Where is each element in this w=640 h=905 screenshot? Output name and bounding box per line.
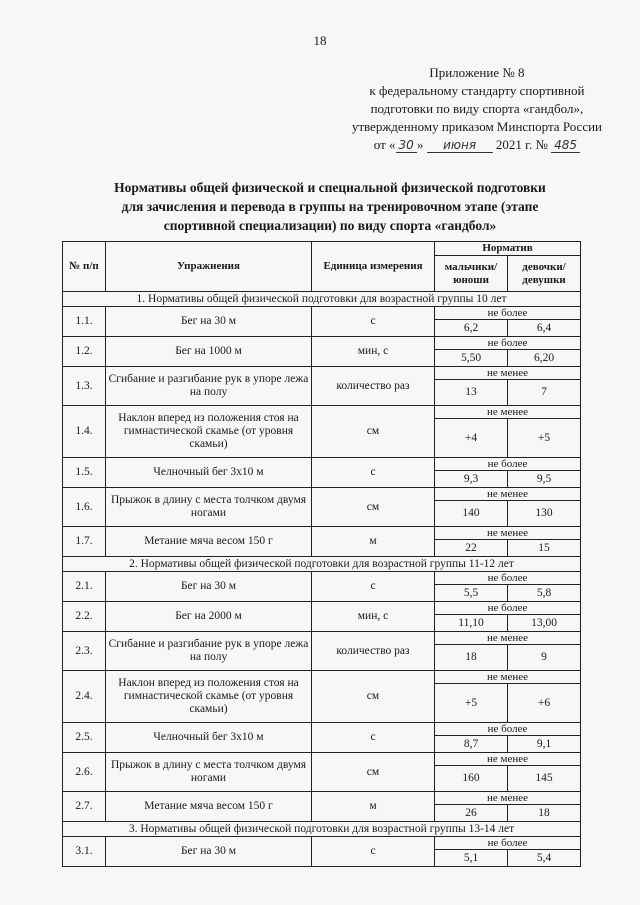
header-exercise: Упражнения <box>106 242 312 292</box>
row-unit: с <box>312 572 435 602</box>
value-boys: 8,7 <box>435 736 508 753</box>
title-line: для зачисления и перевода в группы на тренировочном этапе (этапе <box>121 199 539 214</box>
row-unit: количество раз <box>312 367 435 406</box>
value-girls: 9,5 <box>508 471 581 488</box>
section-title: 3. Нормативы общей физической подготовки для возрастной группы 13-14 лет <box>63 822 581 837</box>
norms-table <box>62 241 581 867</box>
table-body <box>63 292 581 867</box>
row-number: 1.5. <box>63 458 106 488</box>
value-boys: 18 <box>435 645 508 671</box>
row-exercise: Челночный бег 3х10 м <box>106 723 312 753</box>
row-number: 2.6. <box>63 753 106 792</box>
value-boys: 5,50 <box>435 350 508 367</box>
order-number: 485 <box>551 139 580 153</box>
table-row <box>63 572 581 585</box>
table-row <box>63 753 581 766</box>
value-girls: +6 <box>508 684 581 723</box>
row-exercise: Бег на 2000 м <box>106 602 312 632</box>
value-boys: 5,1 <box>435 850 508 867</box>
value-boys: 5,5 <box>435 585 508 602</box>
row-condition: не менее <box>435 792 581 805</box>
row-unit: см <box>312 406 435 458</box>
row-exercise: Наклон вперед из положения стоя на гимнастической скамье (от уровня скамьи) <box>106 671 312 723</box>
date-day: 30 <box>396 139 417 153</box>
value-girls: 18 <box>508 805 581 822</box>
row-unit: количество раз <box>312 632 435 671</box>
table-row <box>63 632 581 645</box>
row-condition: не менее <box>435 632 581 645</box>
row-exercise: Бег на 30 м <box>106 572 312 602</box>
title-line: спортивной специализации) по виду спорта «гандбол» <box>163 218 497 233</box>
value-boys: 26 <box>435 805 508 822</box>
table-row <box>63 792 581 805</box>
row-unit: мин, с <box>312 602 435 632</box>
value-boys: 11,10 <box>435 615 508 632</box>
row-number: 1.2. <box>63 337 106 367</box>
row-unit: м <box>312 792 435 822</box>
row-exercise: Метание мяча весом 150 г <box>106 527 312 557</box>
section-row <box>63 557 581 572</box>
appendix-date-line <box>352 136 602 154</box>
row-number: 1.6. <box>63 488 106 527</box>
appendix-line: подготовки по виду спорта «гандбол», <box>370 101 584 116</box>
table-row <box>63 602 581 615</box>
table-row <box>63 723 581 736</box>
value-girls: 6,4 <box>508 320 581 337</box>
table-row <box>63 337 581 350</box>
value-boys: 140 <box>435 501 508 527</box>
value-girls: 9 <box>508 645 581 671</box>
row-unit: см <box>312 671 435 723</box>
value-girls: +5 <box>508 419 581 458</box>
value-girls: 15 <box>508 540 581 557</box>
row-unit: с <box>312 458 435 488</box>
row-exercise: Бег на 1000 м <box>106 337 312 367</box>
row-condition: не менее <box>435 367 581 380</box>
table-row <box>63 671 581 684</box>
header-norm: Норматив <box>435 242 581 256</box>
row-unit: см <box>312 753 435 792</box>
value-boys: 9,3 <box>435 471 508 488</box>
row-condition: не менее <box>435 671 581 684</box>
row-exercise: Сгибание и разгибание рук в упоре лежа на полу <box>106 632 312 671</box>
row-condition: не менее <box>435 753 581 766</box>
row-condition: не более <box>435 337 581 350</box>
row-condition: не менее <box>435 527 581 540</box>
row-unit: см <box>312 488 435 527</box>
header-boys: мальчики/ юноши <box>435 256 508 292</box>
value-girls: 13,00 <box>508 615 581 632</box>
row-number: 2.7. <box>63 792 106 822</box>
row-condition: не более <box>435 723 581 736</box>
row-unit: с <box>312 723 435 753</box>
value-boys: 6,2 <box>435 320 508 337</box>
section-title: 1. Нормативы общей физической подготовки для возрастной группы 10 лет <box>63 292 581 307</box>
row-unit: с <box>312 307 435 337</box>
date-prefix: от « <box>373 137 396 152</box>
row-exercise: Бег на 30 м <box>106 307 312 337</box>
value-girls: 5,8 <box>508 585 581 602</box>
value-boys: 22 <box>435 540 508 557</box>
page-number: 18 <box>313 33 327 48</box>
value-boys: 160 <box>435 766 508 792</box>
value-girls: 7 <box>508 380 581 406</box>
appendix-line: к федеральному стандарту спортивной <box>369 83 585 98</box>
appendix-line: Приложение № 8 <box>429 65 525 80</box>
row-unit: м <box>312 527 435 557</box>
value-girls: 9,1 <box>508 736 581 753</box>
date-mid: » <box>416 137 424 152</box>
row-exercise: Прыжок в длину с места толчком двумя ногами <box>106 753 312 792</box>
row-unit: мин, с <box>312 337 435 367</box>
table-row <box>63 488 581 501</box>
row-number: 1.1. <box>63 307 106 337</box>
row-number: 2.3. <box>63 632 106 671</box>
title-line: Нормативы общей физической и специальной физической подготовки <box>114 180 546 195</box>
appendix-line: утвержденному приказом Минспорта России <box>351 119 602 134</box>
value-girls: 6,20 <box>508 350 581 367</box>
row-number: 2.2. <box>63 602 106 632</box>
date-year: 2021 г. № <box>495 137 548 152</box>
value-girls: 145 <box>508 766 581 792</box>
header-unit: Единица измерения <box>312 242 435 292</box>
row-condition: не более <box>435 602 581 615</box>
row-condition: не менее <box>435 488 581 501</box>
value-boys: +4 <box>435 419 508 458</box>
row-number: 3.1. <box>63 837 106 867</box>
table-row <box>63 837 581 850</box>
row-number: 2.4. <box>63 671 106 723</box>
row-unit: с <box>312 837 435 867</box>
row-number: 2.5. <box>63 723 106 753</box>
section-row <box>63 822 581 837</box>
row-exercise: Сгибание и разгибание рук в упоре лежа на полу <box>106 367 312 406</box>
row-exercise: Наклон вперед из положения стоя на гимнастической скамье (от уровня скамьи) <box>106 406 312 458</box>
table-row <box>63 527 581 540</box>
table-row <box>63 458 581 471</box>
row-condition: не менее <box>435 406 581 419</box>
table-row <box>63 307 581 320</box>
row-exercise: Прыжок в длину с места толчком двумя ногами <box>106 488 312 527</box>
row-number: 1.3. <box>63 367 106 406</box>
value-girls: 5,4 <box>508 850 581 867</box>
header-num: № п/п <box>63 242 106 292</box>
header-girls: девочки/ девушки <box>508 256 581 292</box>
value-girls: 130 <box>508 501 581 527</box>
value-boys: 13 <box>435 380 508 406</box>
row-exercise: Бег на 30 м <box>106 837 312 867</box>
row-number: 2.1. <box>63 572 106 602</box>
value-boys: +5 <box>435 684 508 723</box>
section-title: 2. Нормативы общей физической подготовки для возрастной группы 11-12 лет <box>63 557 581 572</box>
row-number: 1.7. <box>63 527 106 557</box>
document-title <box>60 178 600 235</box>
row-condition: не более <box>435 572 581 585</box>
date-month: июня <box>427 139 493 153</box>
table-row <box>63 406 581 419</box>
row-exercise: Метание мяча весом 150 г <box>106 792 312 822</box>
section-row <box>63 292 581 307</box>
row-condition: не более <box>435 458 581 471</box>
row-exercise: Челночный бег 3х10 м <box>106 458 312 488</box>
table-row <box>63 367 581 380</box>
row-number: 1.4. <box>63 406 106 458</box>
appendix-block <box>352 64 602 154</box>
row-condition: не более <box>435 307 581 320</box>
row-condition: не более <box>435 837 581 850</box>
